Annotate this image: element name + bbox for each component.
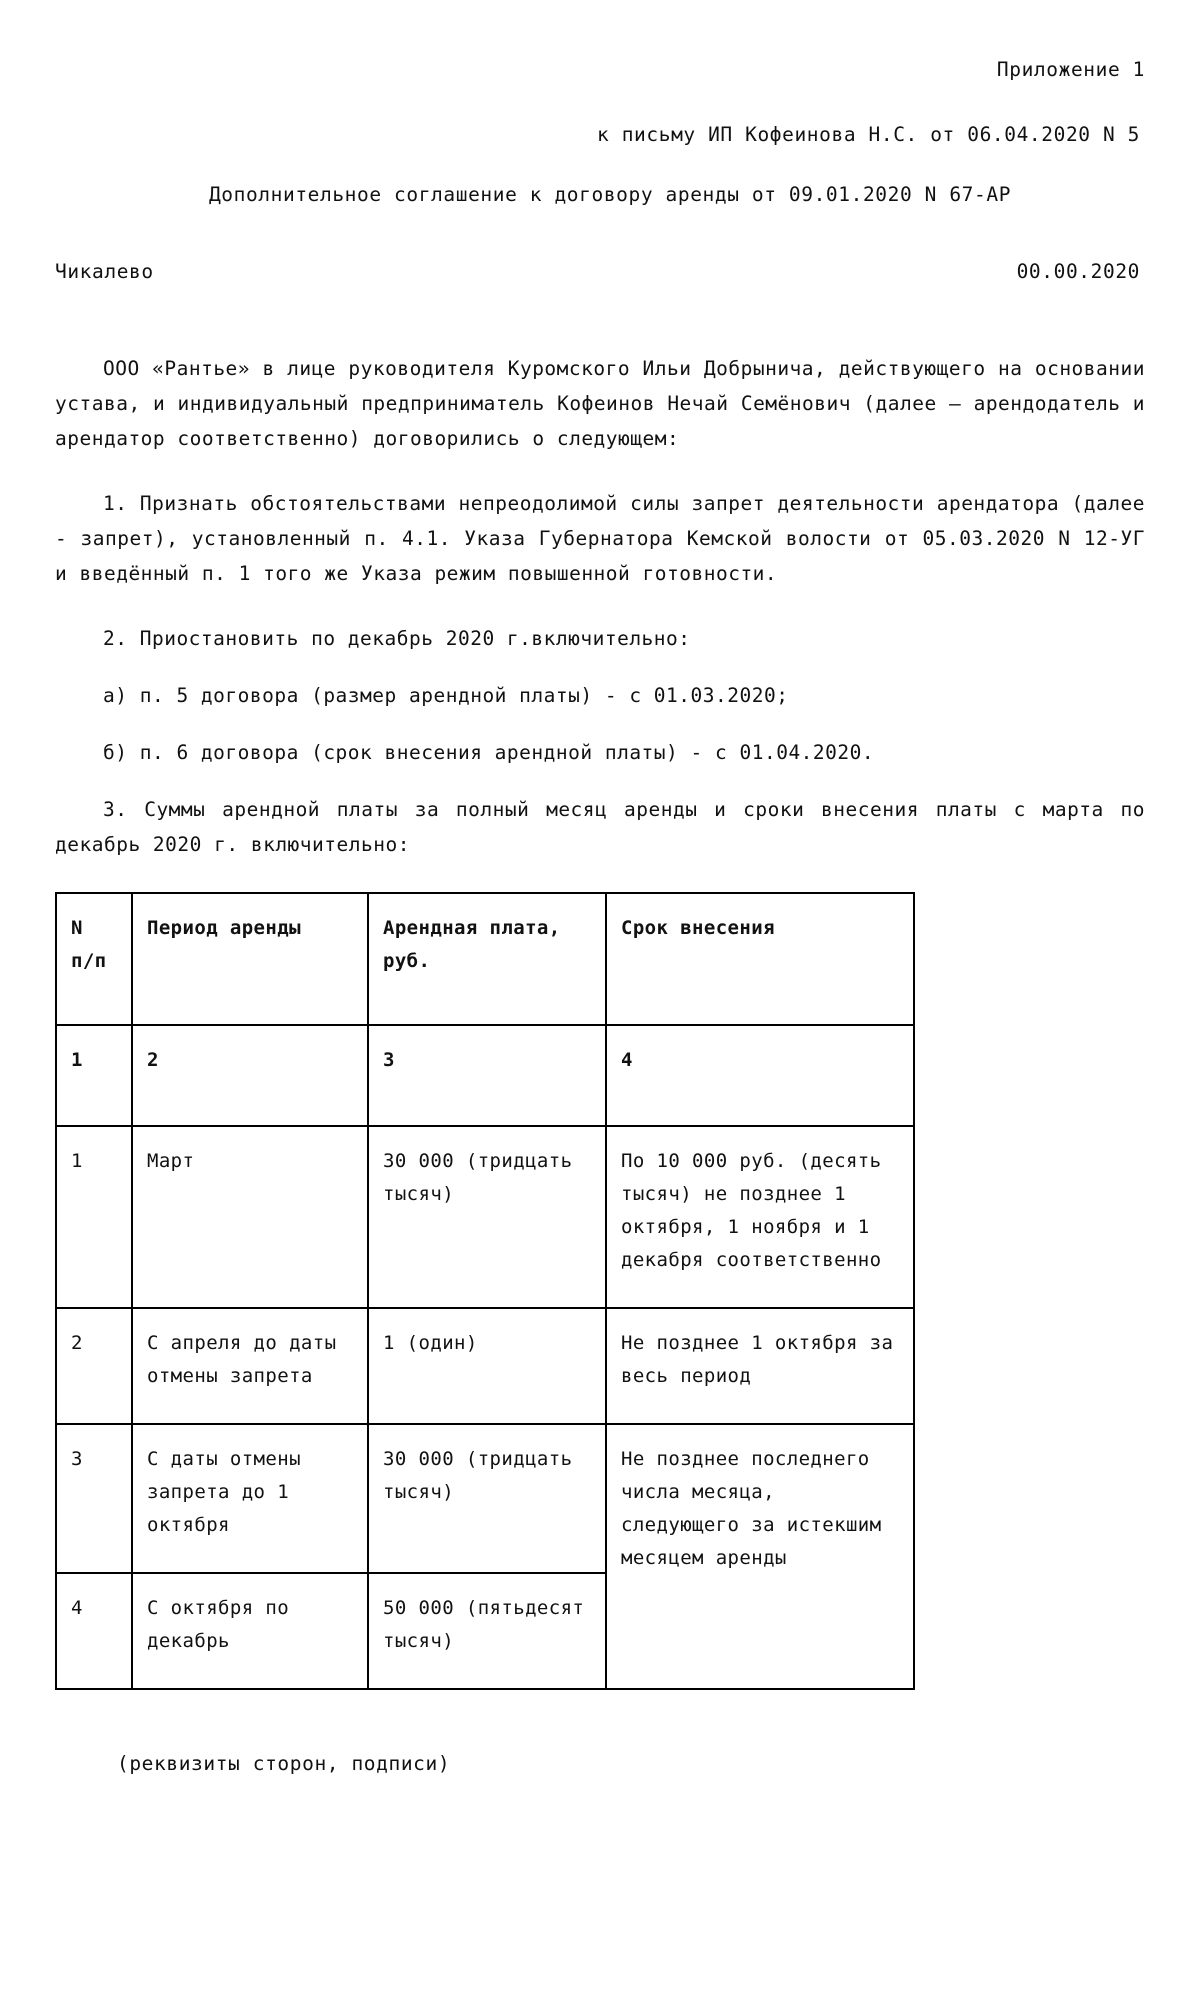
cell-deadline: Не позднее последнего числа месяца, следующего за истекшим месяцем аренды [606, 1424, 914, 1689]
cell-period: С апреля до даты отмены запрета [132, 1308, 368, 1424]
table-row [56, 1126, 914, 1308]
table-column-number-row [56, 1025, 914, 1126]
letter-reference: к письму ИП Кофеинова Н.С. от 06.04.2020 N 5 [597, 123, 1140, 147]
rent-schedule-table [55, 892, 915, 1690]
signatures-note: (реквизиты сторон, подписи) [117, 1751, 451, 1775]
city-date-line [55, 260, 1145, 283]
cell-row-number: 4 [56, 1573, 132, 1689]
paragraph-clause-1: 1. Признать обстоятельствами непреодолимой силы запрет деятельности арендатора (далее - запрет), установленный п. 4.1. Указа Губернатора Кемской волости от 05.03.2020 N 12-УГ и введённый п. 1 того же Указа режим повышенной готовности. [55, 491, 1158, 585]
document-title: Дополнительное соглашение к договору аренды от 09.01.2020 N 67-АР [208, 182, 1012, 206]
column-header-number: N п/п [56, 893, 132, 1025]
paragraph-clause-2: 2. Приостановить по декабрь 2020 г.включительно: [103, 626, 691, 650]
paragraph-clause-3: 3. Суммы арендной платы за полный месяц аренды и сроки внесения платы с марта по декабрь 2020 г. включительно: [55, 797, 1158, 856]
table-row [56, 1308, 914, 1424]
column-index-4: 4 [606, 1025, 914, 1126]
column-index-2: 2 [132, 1025, 368, 1126]
cell-period: С даты отмены запрета до 1 октября [132, 1424, 368, 1573]
cell-amount: 30 000 (тридцать тысяч) [368, 1126, 606, 1308]
cell-period: С октября по декабрь [132, 1573, 368, 1689]
column-header-deadline: Срок внесения [606, 893, 914, 1025]
appendix-label: Приложение 1 [996, 58, 1145, 81]
city-label: Чикалево [55, 259, 154, 283]
cell-amount: 50 000 (пятьдесят тысяч) [368, 1573, 606, 1689]
table-header-row [56, 893, 914, 1025]
paragraph-clause-2b: б) п. 6 договора (срок внесения арендной платы) - с 01.04.2020. [103, 740, 875, 764]
body-text [55, 351, 1158, 862]
column-index-1: 1 [56, 1025, 132, 1126]
cell-amount: 1 (один) [368, 1308, 606, 1424]
cell-period: Март [132, 1126, 368, 1308]
paragraph-preamble: ООО «Рантье» в лице руководителя Куромского Ильи Добрынича, действующего на основании устава, и индивидуальный предприниматель Кофеинов Нечай Семёнович (далее – арендодатель и арендатор соответственно) договорились о следующем: [55, 356, 1158, 450]
cell-row-number: 1 [56, 1126, 132, 1308]
cell-row-number: 2 [56, 1308, 132, 1424]
paragraph-clause-2a: а) п. 5 договора (размер арендной платы) - с 01.03.2020; [103, 683, 789, 707]
cell-amount: 30 000 (тридцать тысяч) [368, 1424, 606, 1573]
date-label: 00.00.2020 [1016, 259, 1140, 283]
column-header-period: Период аренды [132, 893, 368, 1025]
cell-row-number: 3 [56, 1424, 132, 1573]
cell-deadline: Не позднее 1 октября за весь период [606, 1308, 914, 1424]
cell-deadline: По 10 000 руб. (десять тысяч) не позднее 1 октября, 1 ноября и 1 декабря соответственно [606, 1126, 914, 1308]
table-row [56, 1424, 914, 1573]
column-header-amount: Арендная плата, руб. [368, 893, 606, 1025]
column-index-3: 3 [368, 1025, 606, 1126]
